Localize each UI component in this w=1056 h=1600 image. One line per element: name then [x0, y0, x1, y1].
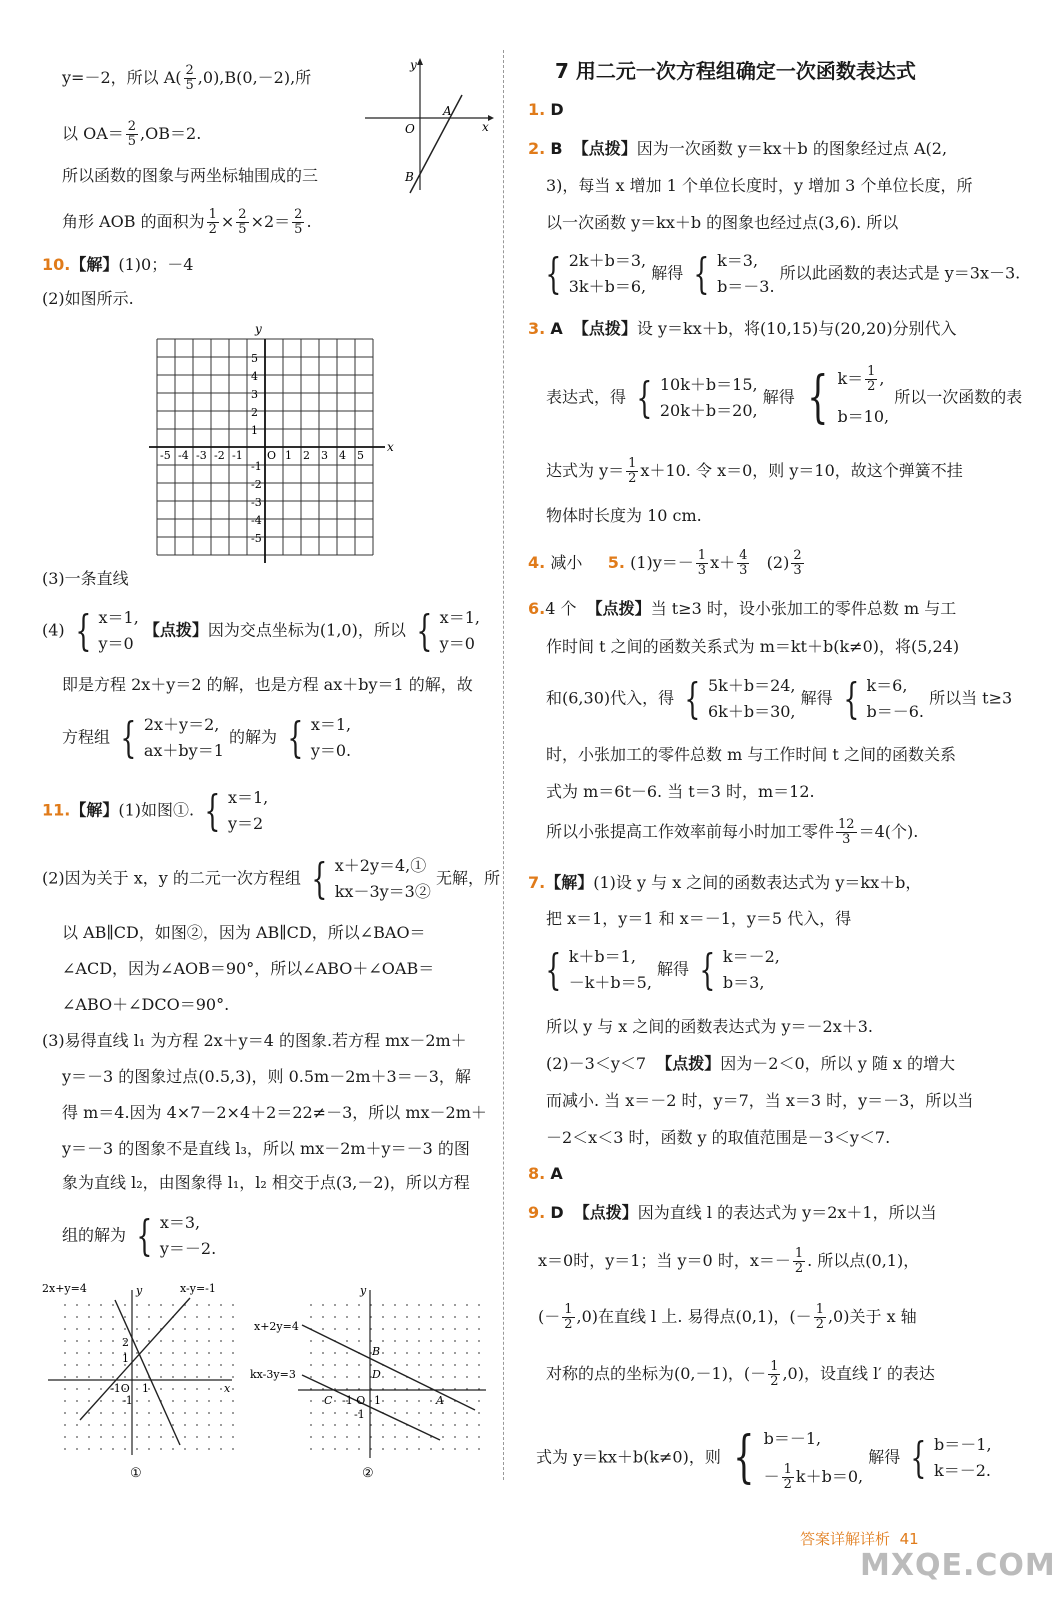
text-line: y=－2，所以 A( $\frac{2}{5}$ ,0),B(0,－2),所 [62, 63, 312, 93]
y-label: y [136, 1284, 143, 1297]
text-line: 式为 y＝kx＋b(k≠0)，则 { b＝－1, － $\frac{1}{2}$ k＋b＝0, 解得 { b＝－1, k＝－2. [536, 1425, 992, 1492]
label-kx-3y-3: kx-3y=3 [250, 1368, 296, 1381]
text-line: 式为 m＝6t－6. 当 t＝3 时，m＝12. [546, 782, 815, 801]
tick-label-y: -2 [251, 478, 262, 491]
y-axis-arrow [417, 58, 423, 65]
text-line: 而减小. 当 x＝－2 时，y＝7，当 x＝3 时，y＝－3，所以当 [546, 1091, 974, 1110]
text-line: 得 m＝4.因为 4×7－2×4＋2＝22≠－3，所以 mx－2m＋ [62, 1103, 487, 1122]
tick-label-y: -4 [251, 514, 262, 527]
text-line: 以一次函数 y＝kx＋b 的图象也经过点(3,6). 所以 [546, 213, 899, 232]
fraction: $\frac{2}{5}$ [185, 63, 194, 93]
question-6: 6.4 个 【点拨】当 t≥3 时，设小张加工的零件总数 m 与工 [528, 599, 957, 618]
text-line: { 2k＋b＝3, 3k＋b＝6, 解得 { k＝3, b＝－3. 所以此函数的表达式是 y＝3x－3. [545, 249, 1021, 298]
text-line: { k＋b＝1, －k＋b＝5, 解得 { k＝－2, b＝3, [545, 945, 780, 994]
tick-label-x: -1 [232, 449, 243, 462]
coordinate-grid [160, 322, 395, 555]
tick-1: 1 [374, 1394, 381, 1407]
tick-x-1: 1 [142, 1382, 149, 1395]
point-b-label: B [405, 170, 414, 184]
text-line: (2)如图所示. [42, 289, 134, 308]
fraction: $\frac{2}{5}$ [127, 119, 137, 149]
caption: ① [130, 1466, 142, 1481]
tick-label-y: 3 [251, 388, 258, 401]
tick-neg1: -1 [122, 1394, 133, 1407]
tick-label-x: -4 [178, 449, 189, 462]
question-2: 2. B 【点拨】因为一次函数 y＝kx＋b 的图象经过点 A(2, [528, 139, 948, 158]
y-label: y [360, 1284, 367, 1297]
point-b-label: B [372, 1345, 381, 1358]
text-line: 把 x＝1，y＝1 和 x＝－1，y＝5 代入，得 [546, 909, 852, 928]
dot-grid [302, 1302, 482, 1452]
point-c-label: C [324, 1394, 333, 1407]
question-11-header: 11.【解】(1)如图①. { x＝1, y＝2 [42, 786, 269, 835]
tick-label-y: 1 [251, 424, 258, 437]
question-3: 3. A 【点拨】设 y＝kx＋b，将(10,15)与(20,20)分别代入 [528, 319, 957, 338]
watermark: MXQE.COM [860, 1548, 1056, 1583]
question-1: 1. D [528, 100, 564, 119]
label-x-2y-4: x+2y=4 [254, 1320, 299, 1333]
point-a-label: A [443, 104, 452, 118]
tick-label-y: 5 [251, 352, 258, 365]
question-8: 8. A [528, 1164, 563, 1183]
text-line: 作时间 t 之间的函数关系式为 m＝kt＋b(k≠0)，将(5,24) [546, 637, 960, 656]
text-line: 达式为 y＝ $\frac{1}{2}$ x＋10. 令 x＝0，则 y＝10，故这个弹簧不挂 [546, 456, 963, 486]
tick-label-x: 2 [303, 449, 310, 462]
text-line: x＝0时，y＝1；当 y＝0 时，x＝－ $\frac{1}{2}$ . 所以点(0,1)， [538, 1246, 920, 1276]
tick-label-x: -3 [196, 449, 207, 462]
text-line: 物体时长度为 10 cm. [546, 506, 702, 525]
text-line: 对称的点的坐标为(0,－1)，(－ $\frac{1}{2}$ ,0)，设直线 l′ 的表达 [546, 1359, 935, 1389]
x-label: x [387, 440, 394, 454]
text-line: 以 OA＝ $\frac{2}{5}$ ,OB＝2. [62, 119, 202, 149]
text-line: 所以函数的图象与两坐标轴围成的三 [62, 166, 319, 185]
tick-label-x: 5 [357, 449, 364, 462]
text-line: y＝－3 的图象过点(0.5,3)，则 0.5m－2m＋3＝－3，解 [62, 1067, 471, 1086]
tick-label-y: -5 [251, 532, 262, 545]
question-9: 9. D 【点拨】因为直线 l 的表达式为 y＝2x＋1，所以当 [528, 1203, 937, 1222]
page-number: 41 [899, 1530, 919, 1548]
text-line: ∠ABO＋∠DCO＝90°. [62, 995, 230, 1014]
text-line: 方程组 { 2x＋y＝2, ax＋by＝1 的解为 { x＝1, y＝0. [62, 713, 352, 762]
tick-2: 2 [122, 1336, 129, 1349]
x-axis-arrow [488, 115, 494, 121]
text-line: ∠ACD，因为∠AOB＝90°，所以∠ABO＋∠OAB＝ [62, 959, 435, 978]
figure-1 [40, 1280, 240, 1480]
origin-label: -1 O [342, 1394, 366, 1407]
text-line: 以 AB∥CD，如图②，因为 AB∥CD，所以∠BAO＝ [62, 923, 426, 942]
tick-label-x: O [267, 449, 277, 462]
text-line: －2＜x＜3 时，函数 y 的取值范围是－3＜y＜7. [546, 1128, 891, 1147]
text-line: 所以小张提高工作效率前每小时加工零件 $\frac{12}{3}$ ＝4(个). [546, 817, 919, 847]
tick-label-y: -3 [251, 496, 262, 509]
line-graph-aob [360, 55, 495, 195]
function-line [410, 95, 462, 193]
text-line: 和(6,30)代入，得 { 5k＋b＝24, 6k＋b＝30, 解得 { k＝6, b＝－6. 所以当 t≥3 [546, 674, 1013, 723]
x-label: x [224, 1382, 231, 1395]
tick-label-x: 4 [339, 449, 346, 462]
tick-1: 1 [122, 1352, 129, 1365]
origin-label: O [405, 122, 415, 136]
tick-label-x: -5 [160, 449, 171, 462]
tick-neg1: -1 [354, 1408, 365, 1421]
y-label: y [255, 322, 262, 336]
tick-label-x: -2 [214, 449, 225, 462]
section-title: 7 用二元一次方程组确定一次函数表达式 [555, 59, 916, 83]
text-line: 即是方程 2x＋y＝2 的解，也是方程 ax＋by＝1 的解，故 [62, 675, 473, 694]
text-line: (4) { x＝1, y＝0 【点拨】因为交点坐标为(1,0)，所以 { x＝1, y＝0 [42, 606, 480, 655]
question-7: 7.【解】(1)设 y 与 x 之间的函数表达式为 y＝kx＋b， [528, 873, 922, 892]
question-4-5: 4. 减小 5. (1)y＝－ $\frac{1}{3}$ x＋ $\frac{4}{3}$ (2) $\frac{2}{3}$ [528, 548, 802, 578]
text-line: 所以 y 与 x 之间的函数表达式为 y＝－2x＋3. [546, 1017, 874, 1036]
label-x-y-neg1: x-y=-1 [180, 1282, 216, 1295]
text-line: 3)，每当 x 增加 1 个单位长度时，y 增加 3 个单位长度，所 [546, 176, 973, 195]
y-label: y [410, 58, 417, 72]
column-divider [503, 50, 504, 1480]
origin-label: -1O [110, 1382, 130, 1395]
text-line: 时，小张加工的零件总数 m 与工作时间 t 之间的函数关系 [546, 745, 956, 764]
tick-label-x: 3 [321, 449, 328, 462]
text-line: (3)易得直线 l₁ 为方程 2x＋y＝4 的图象.若方程 mx－2m＋ [42, 1031, 467, 1050]
figure-2 [250, 1280, 490, 1480]
tick-label-y: 4 [251, 370, 258, 383]
text-line: 表达式，得 { 10k＋b＝15, 20k＋b＝20, 解得 { k＝ $\frac{1}{2}$ , b＝10, 所以一次函数的表 [546, 364, 1023, 430]
label-2x-y-4: 2x+y=4 [42, 1282, 87, 1295]
text-line: (2)因为关于 x，y 的二元一次方程组 { x＋2y＝4,① kx－3y＝3② 无解，所 [42, 854, 500, 903]
question-10-header: 10.【解】(1)0；－4 [42, 255, 194, 274]
text-line: (3)一条直线 [42, 569, 129, 588]
page-footer: 答案详解详析 41 [800, 1530, 919, 1548]
caption: ② [362, 1466, 374, 1481]
tick-label-x: 1 [285, 449, 292, 462]
text-line: y＝－3 的图象不是直线 l₃，所以 mx－2m＋y＝－3 的图 [62, 1139, 470, 1158]
text-line: 象为直线 l₂，由图象得 l₁，l₂ 相交于点(3,－2)，所以方程 [62, 1173, 470, 1192]
point-d-label: D [372, 1368, 381, 1381]
text-line: (2)－3＜y＜7 【点拨】因为－2＜0，所以 y 随 x 的增大 [546, 1054, 956, 1073]
text-line: (－ $\frac{1}{2}$ ,0)在直线 l 上. 易得点(0,1)，(－ $\frac{1}{2}$ ,0)关于 x 轴 [538, 1302, 917, 1332]
dot-grid [54, 1300, 234, 1450]
x-label: x [482, 120, 489, 134]
text-line: 组的解为 { x＝3, y＝－2. [62, 1211, 217, 1260]
point-a-label: A [436, 1394, 444, 1407]
text-line: 角形 AOB 的面积为 $\frac{1}{2}$ × $\frac{2}{5}$ ×2＝ $\frac{2}{5}$ . [62, 207, 312, 237]
tick-label-y: -1 [251, 460, 262, 473]
tick-label-y: 2 [251, 406, 258, 419]
